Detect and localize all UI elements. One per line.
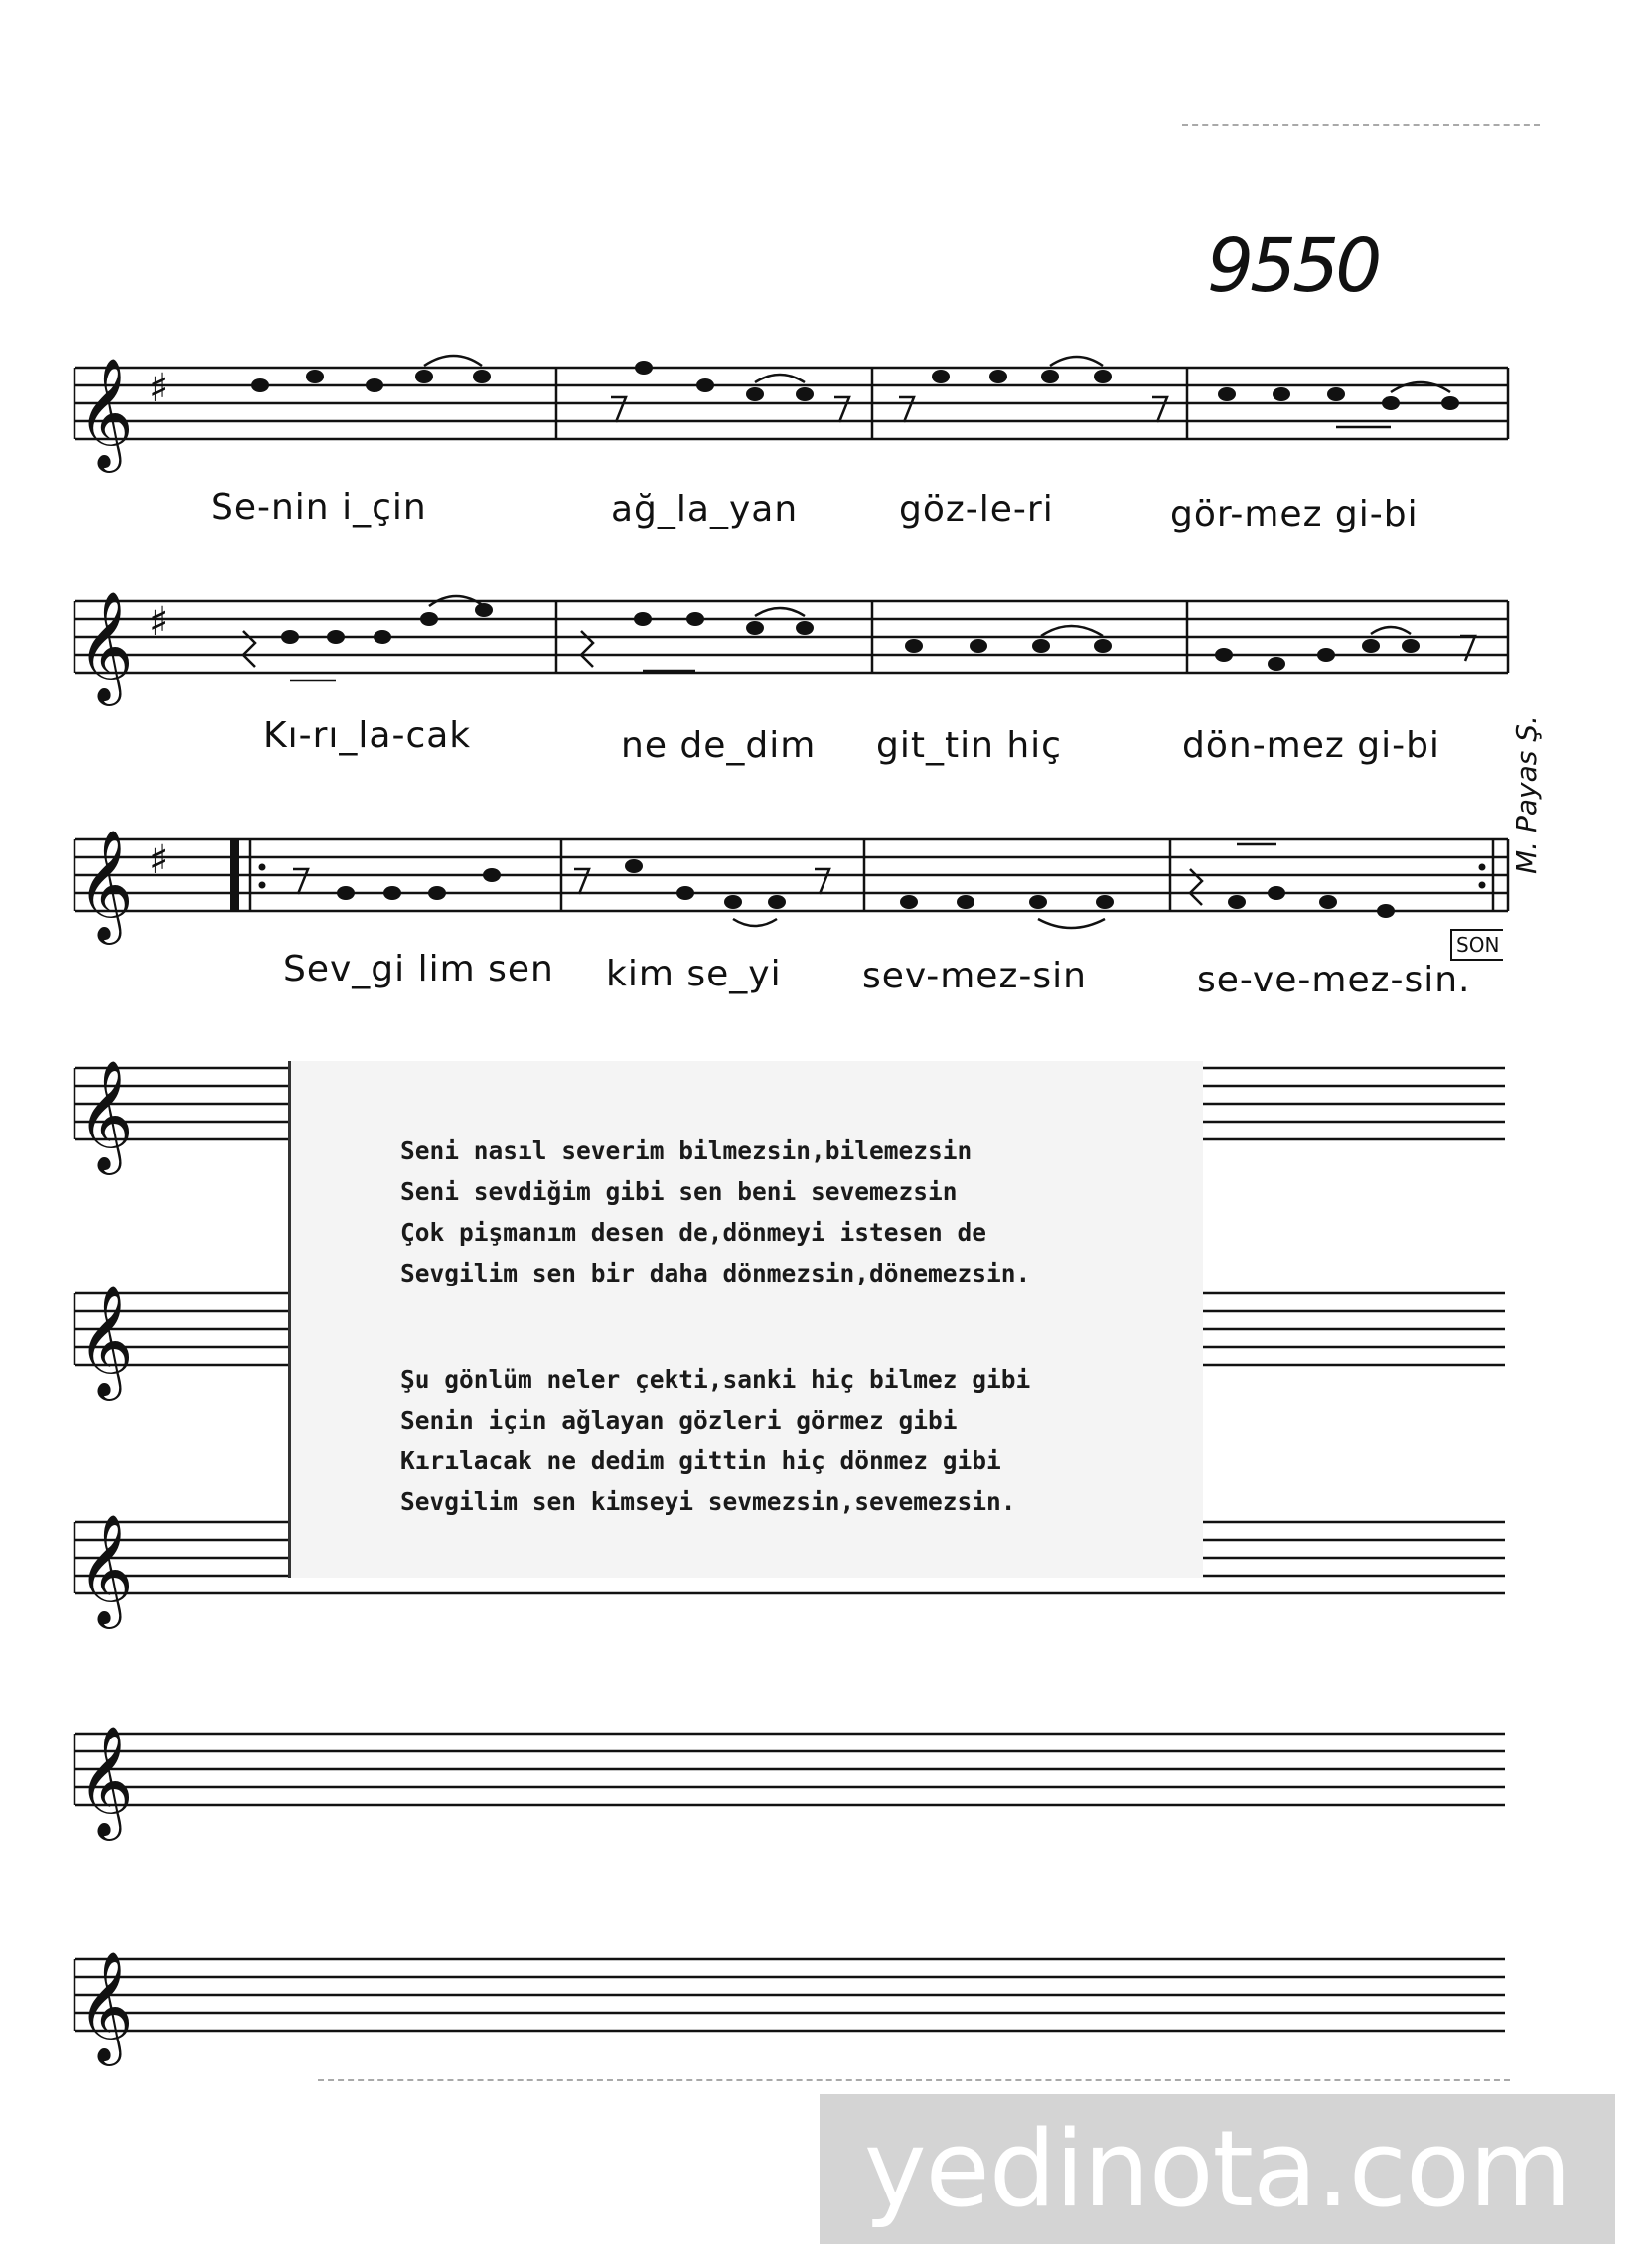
sharp-icon: ♯ <box>149 366 169 411</box>
sharp-icon: ♯ <box>149 599 169 645</box>
stanza-2 <box>400 1359 1030 1522</box>
stanza-line: Çok pişmanım desen de,dönmeyi istesen de <box>400 1218 987 1247</box>
stanza-line: Sevgilim sen kimseyi sevmezsin,sevemezsin. <box>400 1487 1016 1516</box>
stanza-line: Kırılacak ne dedim gittin hiç dönmez gibi <box>400 1446 1001 1475</box>
stanza-line: Seni nasıl severim bilmezsin,bilemezsin <box>400 1136 973 1165</box>
lyric-row-1-m4: gör-mez gi-bi <box>1170 494 1419 534</box>
scan-artifact-bottom <box>318 2079 1510 2081</box>
catalog-number: 9550 <box>1207 224 1379 309</box>
lyric-row-3-m2: kim se_yi <box>606 954 782 994</box>
music-staff-1 <box>0 358 1649 497</box>
sharp-icon: ♯ <box>149 837 169 883</box>
treble-clef-icon: 𝄞 <box>77 1950 134 2061</box>
stanza-line: Seni sevdiğim gibi sen beni sevemezsin <box>400 1177 958 1206</box>
lyric-row-1-m3: göz-le-ri <box>899 489 1054 529</box>
lyric-row-3-m4: se-ve-mez-sin. <box>1197 960 1471 1000</box>
lyric-row-1-m2: ağ_la_yan <box>611 489 799 529</box>
repeat-start-barline <box>230 839 239 911</box>
lyric-row-1-m1: Se-nin i_çin <box>211 487 427 528</box>
stanza-line: Sevgilim sen bir daha dönmezsin,dönemezsin. <box>400 1259 1031 1287</box>
lyric-row-2-m1: Kı-rı_la-cak <box>263 715 472 756</box>
music-staff-2 <box>0 591 1649 730</box>
end-marker: SON <box>1450 929 1503 961</box>
blank-staff-4 <box>0 1722 1649 1836</box>
treble-clef-icon: 𝄞 <box>77 829 134 940</box>
lyric-row-3-m1: Sev_gi lim sen <box>283 949 554 989</box>
lyric-row-2-m3: git_tin hiç <box>876 725 1062 766</box>
lyric-row-2-m4: dön-mez gi-bi <box>1182 725 1440 766</box>
composer-note: M. Payas Ş. <box>1510 715 1543 874</box>
lyric-row-2-m2: ne de_dim <box>621 725 817 766</box>
music-staff-3 <box>0 830 1649 969</box>
lyrics-box <box>288 1061 1203 1578</box>
blank-staff-5 <box>0 1947 1649 2061</box>
lyric-row-3-m3: sev-mez-sin <box>862 956 1087 996</box>
treble-clef-icon: 𝄞 <box>77 1059 134 1170</box>
scan-artifact-top <box>1182 124 1540 126</box>
stanza-line: Şu gönlüm neler çekti,sanki hiç bilmez gibi <box>400 1365 1031 1394</box>
watermark: yedinota.com <box>820 2094 1615 2244</box>
stanza-line: Senin için ağlayan gözleri görmez gibi <box>400 1406 958 1435</box>
treble-clef-icon: 𝄞 <box>77 590 134 701</box>
treble-clef-icon: 𝄞 <box>77 357 134 468</box>
treble-clef-icon: 𝄞 <box>77 1285 134 1396</box>
treble-clef-icon: 𝄞 <box>77 1725 134 1836</box>
treble-clef-icon: 𝄞 <box>77 1513 134 1624</box>
stanza-1 <box>400 1131 1030 1293</box>
